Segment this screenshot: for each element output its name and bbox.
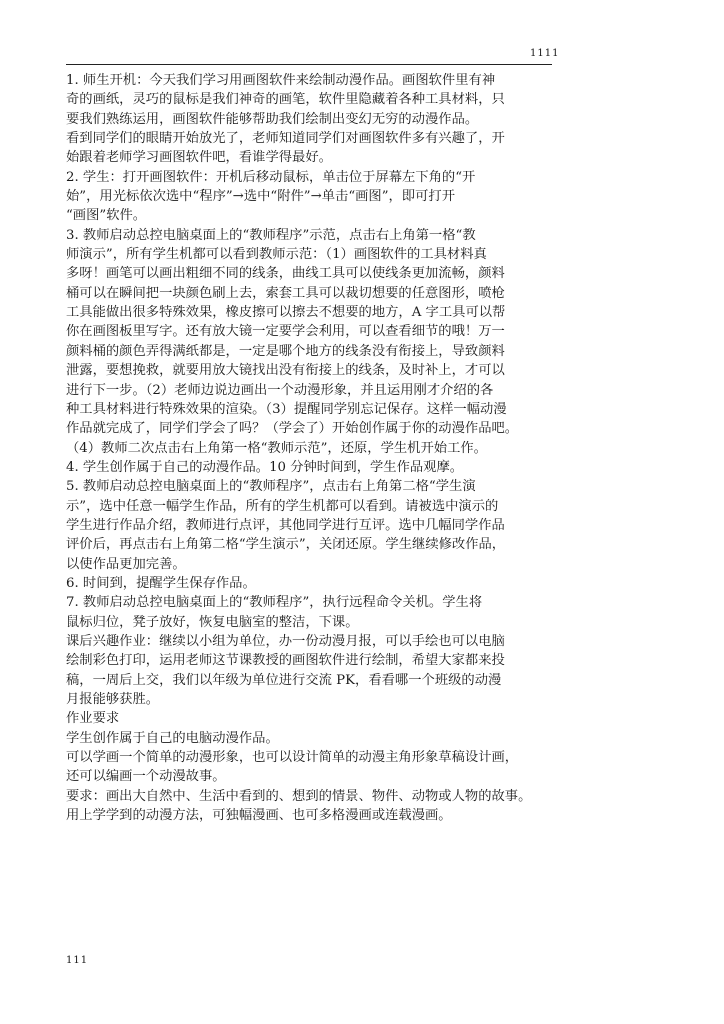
text-line: 7. 教师启动总控电脑桌面上的“教师程序”，执行远程命令关机。学生将 (66, 595, 483, 611)
text-line: 以使作品更加完善。 (66, 556, 186, 572)
text-line: 学生进行作品介绍，教师进行点评，其他同学进行互评。选中几幅同学作品 (66, 517, 505, 533)
text-line: 5. 教师启动总控电脑桌面上的“教师程序”，点击右上角第二格“学生演 (66, 479, 476, 495)
text-line: 绘制彩色打印，运用老师这节课教授的画图软件进行绘制，希望大家都来投 (66, 653, 505, 669)
text-line: 3. 教师启动总控电脑桌面上的“教师程序”示范，点击右上角第一格“教 (66, 227, 476, 243)
text-line: 2. 学生：打开画图软件：开机后移动鼠标，单击位于屏幕左下角的“开 (66, 169, 476, 185)
text-line: 奇的画纸，灵巧的鼠标是我们神奇的画笔，软件里隐藏着各种工具材料，只 (66, 92, 505, 108)
text-line: “画图”软件。 (66, 208, 147, 224)
text-line: 还可以编画一个动漫故事。 (66, 769, 226, 785)
text-line: 作业要求 (66, 711, 120, 727)
text-line: 始跟着老师学习画图软件吧，看谁学得最好。 (66, 150, 332, 166)
text-line: 多呀！画笔可以画出粗细不同的线条，曲线工具可以使线条更加流畅，颜料 (66, 266, 505, 282)
header-page-number: 1111 (530, 48, 560, 59)
text-line: 鼠标归位，凳子放好，恢复电脑室的整洁，下课。 (66, 614, 359, 630)
text-line: 始”，用光标依次选中“程序”→选中“附件”→单击“画图”，即可打开 (66, 189, 455, 205)
text-line: 1. 师生开机：今天我们学习用画图软件来绘制动漫作品。画图软件里有神 (66, 73, 496, 88)
text-line: 可以学画一个简单的动漫形象，也可以设计简单的动漫主角形象草稿设计画， (66, 750, 519, 766)
text-line: 学生创作属于自己的电脑动漫作品。 (66, 730, 279, 746)
text-line: 评价后，再点击右上角第二格“学生演示”，关闭还原。学生继续修改作品， (66, 537, 506, 553)
text-line: 4. 学生创作属于自己的动漫作品。10 分钟时间到，学生作品观摩。 (66, 459, 464, 475)
text-line: 作品就完成了，同学们学会了吗？（学会了）开始创作属于你的动漫作品吧。 (66, 421, 519, 437)
text-line: 用上学学到的动漫方法，可独幅漫画、也可多格漫画或连载漫画。 (66, 808, 452, 824)
text-line: 看到同学们的眼睛开始放光了，老师知道同学们对画图软件多有兴趣了，开 (66, 131, 505, 147)
text-line: 桶可以在瞬间把一块颜色刷上去，索套工具可以裁切想要的任意图形，喷枪 (66, 285, 505, 301)
text-line: 进行下一步。（2）老师边说边画出一个动漫形象，并且运用刚才介绍的各 (66, 382, 494, 398)
text-line: 师演示”，所有学生机都可以看到教师示范：（1）画图软件的工具材料真 (66, 247, 487, 263)
document-body (66, 71, 556, 825)
text-line: 示”，选中任意一幅学生作品，所有的学生机都可以看到。请被选中演示的 (66, 498, 499, 514)
text-line: 要我们熟练运用，画图软件能够帮助我们绘制出变幻无穷的动漫作品。 (66, 111, 479, 127)
text-line: 工具能做出很多特殊效果，橡皮擦可以擦去不想要的地方，A 字工具可以帮 (66, 305, 506, 321)
text-line: 你在画图板里写字。还有放大镜一定要学会利用，可以查看细节的哦！万一 (66, 324, 505, 340)
text-line: 颜料桶的颜色弄得满纸都是，一定是哪个地方的线条没有衔接上，导致颜料 (66, 343, 505, 359)
text-line: 课后兴趣作业：继续以小组为单位，办一份动漫月报，可以手绘也可以电脑 (66, 633, 505, 649)
text-line: 泄露，要想挽救，就要用放大镜找出没有衔接上的线条，及时补上，才可以 (66, 363, 505, 379)
text-line: 月报能够获胜。 (66, 692, 160, 707)
text-line: 稿，一周后上交，我们以年级为单位进行交流 PK，看看哪一个班级的动漫 (66, 672, 502, 688)
text-line: 种工具材料进行特殊效果的渲染。（3）提醒同学别忘记保存。这样一幅动漫 (66, 401, 507, 417)
header-rule (66, 64, 552, 65)
text-line: （4）教师二次点击右上角第一格“教师示范”，还原，学生机开始工作。 (66, 440, 487, 456)
text-line: 6. 时间到，提醒学生保存作品。 (66, 575, 256, 591)
footer-page-number: 111 (66, 955, 89, 966)
text-line: 要求：画出大自然中、生活中看到的、想到的情景、物件、动物或人物的故事。 (66, 788, 532, 804)
